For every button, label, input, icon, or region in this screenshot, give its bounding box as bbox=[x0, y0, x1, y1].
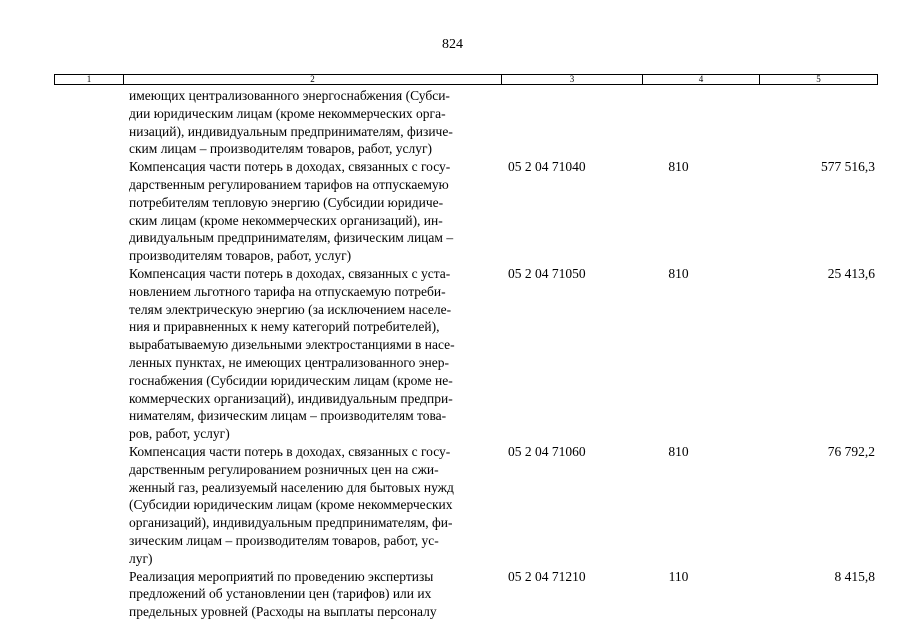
description-line: коммерческих организаций), индивидуальным предпри- bbox=[129, 390, 453, 406]
description-line: луг) bbox=[129, 550, 153, 566]
row-amount: 8 415,8 bbox=[834, 568, 875, 584]
table-header bbox=[54, 74, 878, 85]
row-code: 05 2 04 71040 bbox=[508, 159, 586, 175]
table-row bbox=[0, 568, 905, 621]
description-line: Реализация мероприятий по проведению экспертизы bbox=[129, 568, 434, 584]
table-row bbox=[0, 158, 905, 265]
row-description bbox=[129, 568, 494, 621]
row-description bbox=[129, 265, 494, 443]
description-line: Компенсация части потерь в доходах, связанных с уста- bbox=[129, 265, 451, 281]
description-line: ским лицам (кроме некоммерческих организаций), ин- bbox=[129, 212, 443, 228]
table-row bbox=[0, 265, 905, 443]
table-row bbox=[0, 87, 905, 158]
description-line: женный газ, реализуемый населению для бытовых нужд bbox=[129, 479, 454, 495]
row-expense-type: 810 bbox=[668, 265, 689, 281]
row-description bbox=[129, 443, 494, 568]
page-number: 824 bbox=[442, 37, 463, 52]
description-line: зическим лицам – производителям товаров, работ, ус- bbox=[129, 532, 439, 548]
row-amount: 76 792,2 bbox=[827, 443, 875, 459]
row-amount: 577 516,3 bbox=[821, 159, 875, 175]
description-line: нимателям, физическим лицам – производителям това- bbox=[129, 408, 447, 424]
description-line: дарственным регулированием розничных цен на сжи- bbox=[129, 461, 439, 477]
description-line: низаций), индивидуальным предпринимателям, физиче- bbox=[129, 123, 453, 139]
description-line: дивидуальным предпринимателям, физическим лицам – bbox=[129, 230, 454, 246]
header-col-5: 5 bbox=[816, 74, 821, 84]
description-line: Компенсация части потерь в доходах, связанных с госу- bbox=[129, 159, 451, 175]
row-description bbox=[129, 87, 494, 158]
row-expense-type: 110 bbox=[668, 568, 689, 584]
description-line: (Субсидии юридическим лицам (кроме некоммерческих bbox=[129, 497, 453, 513]
description-line: вырабатываемую дизельными электростанциями в насе- bbox=[129, 337, 455, 353]
description-line: имеющих централизованного энергоснабжения (Субси- bbox=[129, 88, 450, 103]
description-line: госнабжения (Субсидии юридическим лицам (кроме не- bbox=[129, 372, 453, 388]
description-line: ленных пунктах, не имеющих централизованного энер- bbox=[129, 354, 449, 370]
description-line: предельных уровней (Расходы на выплаты персоналу bbox=[129, 604, 437, 620]
table-body bbox=[0, 87, 905, 621]
description-line: потребителям тепловую энергию (Субсидии юридиче- bbox=[129, 194, 444, 210]
description-line: дии юридическим лицам (кроме некоммерческих орга- bbox=[129, 105, 446, 121]
row-amount: 25 413,6 bbox=[827, 265, 875, 281]
row-code: 05 2 04 71050 bbox=[508, 265, 586, 281]
row-description bbox=[129, 158, 494, 265]
row-code: 05 2 04 71210 bbox=[508, 568, 586, 584]
description-line: производителям товаров, работ, услуг) bbox=[129, 248, 352, 264]
description-line: предложений об установлении цен (тарифов) или их bbox=[129, 586, 432, 602]
header-col-2: 2 bbox=[124, 75, 502, 84]
description-line: ния и приравненных к нему категорий потребителей), bbox=[129, 319, 440, 335]
row-code: 05 2 04 71060 bbox=[508, 443, 586, 459]
header-col-1: 1 bbox=[55, 75, 124, 84]
header-col-3: 3 bbox=[502, 75, 643, 84]
description-line: новлением льготного тарифа на отпускаемую потреби- bbox=[129, 283, 446, 299]
table-row bbox=[0, 443, 905, 568]
row-expense-type: 810 bbox=[668, 443, 689, 459]
row-expense-type: 810 bbox=[668, 159, 689, 175]
description-line: телям электрическую энергию (за исключением населе- bbox=[129, 301, 452, 317]
description-line: организаций), индивидуальным предпринимателям, фи- bbox=[129, 515, 453, 531]
description-line: ров, работ, услуг) bbox=[129, 426, 230, 442]
description-line: ским лицам – производителям товаров, работ, услуг) bbox=[129, 141, 433, 157]
header-col-4: 4 bbox=[643, 75, 760, 84]
description-line: Компенсация части потерь в доходах, связанных с госу- bbox=[129, 443, 451, 459]
description-line: дарственным регулированием тарифов на отпускаемую bbox=[129, 176, 449, 192]
